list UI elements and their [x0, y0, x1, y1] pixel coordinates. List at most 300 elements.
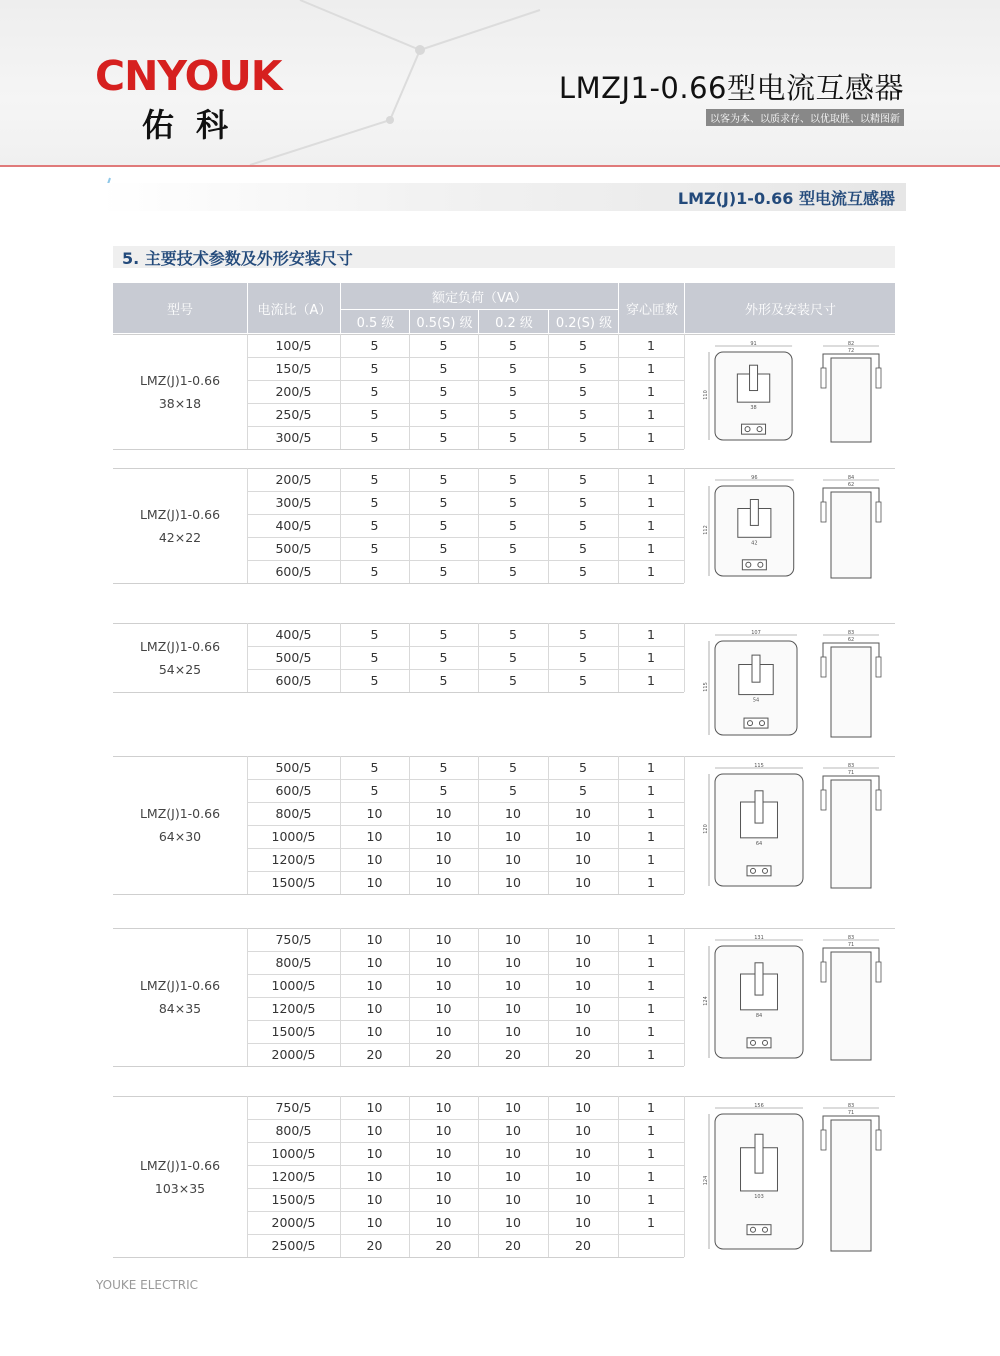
load-0-2s-cell: 10 — [575, 1100, 591, 1115]
load-0-2-cell: 10 — [505, 1215, 521, 1230]
spec-group — [113, 623, 895, 743]
busbar-clamp — [750, 365, 758, 390]
load-0-2s-cell: 5 — [579, 760, 587, 775]
dimension-drawing — [703, 934, 903, 1066]
brand-logo-cn: 佑科 — [142, 106, 251, 144]
load-0-5-cell: 10 — [366, 1215, 383, 1230]
ratio-cell: 750/5 — [275, 1100, 312, 1115]
load-0-5-cell: 5 — [370, 673, 379, 688]
group-bottom-rule — [113, 692, 684, 693]
load-0-2s-cell: 10 — [575, 1123, 591, 1138]
dim-label-width: 115 — [754, 763, 764, 769]
turns-cell: 1 — [647, 1123, 655, 1138]
dimension-drawing — [703, 762, 903, 894]
dim-label-window: 42 — [751, 540, 758, 547]
load-0-5s-cell: 10 — [435, 1169, 452, 1184]
turns-cell: 1 — [647, 806, 655, 821]
load-0-5-cell: 5 — [370, 472, 379, 487]
ratio-cell: 150/5 — [275, 361, 312, 376]
load-0-5-cell: 5 — [370, 564, 379, 579]
dim-label-side-inner: 62 — [847, 637, 855, 643]
column-divider — [684, 334, 685, 449]
ratio-cell: 400/5 — [275, 627, 312, 642]
turns-cell: 1 — [647, 1215, 655, 1230]
side-bolt-right — [876, 368, 881, 388]
side-bolt-right — [876, 1130, 881, 1150]
load-0-2s-cell: 5 — [579, 361, 587, 376]
load-0-5-cell: 10 — [366, 1100, 383, 1115]
load-0-2-cell: 5 — [509, 361, 517, 376]
load-0-2s-cell: 5 — [579, 472, 587, 487]
side-bolt-left — [821, 1130, 826, 1150]
model-cell — [113, 974, 247, 1020]
load-0-5-cell: 10 — [366, 829, 383, 844]
load-0-5-cell: 20 — [366, 1047, 383, 1062]
load-0-5s-cell: 5 — [439, 541, 448, 556]
column-divider — [684, 756, 685, 894]
turns-cell: 1 — [647, 875, 655, 890]
dim-label-width: 156 — [754, 1103, 764, 1109]
ratio-cell: 250/5 — [275, 407, 312, 422]
dimension-drawing — [703, 474, 903, 584]
load-0-2-cell: 5 — [509, 564, 517, 579]
turns-cell: 1 — [647, 852, 655, 867]
load-0-2s-cell: 5 — [579, 384, 587, 399]
dim-label-side: 84 — [847, 475, 855, 481]
load-0-5-cell: 10 — [366, 1001, 383, 1016]
load-0-2s-cell: 10 — [575, 852, 591, 867]
load-0-2-cell: 5 — [509, 650, 517, 665]
load-0-2-cell: 5 — [509, 673, 517, 688]
group-bottom-rule — [113, 449, 684, 450]
ratio-cell: 800/5 — [275, 1123, 312, 1138]
busbar-clamp — [750, 500, 758, 526]
load-0-5s-cell: 5 — [439, 650, 448, 665]
model-size: 38×18 — [158, 395, 202, 411]
dim-label-window: 103 — [754, 1193, 764, 1200]
dim-label-side-inner: 71 — [847, 770, 855, 776]
load-0-2s-cell: 10 — [575, 1024, 591, 1039]
model-size: 54×25 — [158, 661, 202, 677]
load-0-2s-cell: 5 — [579, 495, 587, 510]
load-0-5s-cell: 10 — [435, 1024, 452, 1039]
model-cell — [113, 1154, 247, 1200]
load-0-2s-cell: 5 — [579, 627, 587, 642]
turns-cell: 1 — [647, 495, 655, 510]
header-class-0-2: 0.2 级 — [478, 310, 549, 333]
side-bolt-left — [821, 962, 826, 982]
load-0-5-cell: 10 — [366, 955, 383, 970]
ratio-cell: 500/5 — [275, 650, 312, 665]
load-0-2s-cell: 10 — [575, 1169, 591, 1184]
busbar-clamp — [755, 1134, 763, 1173]
side-view-body — [831, 952, 871, 1060]
load-0-5-cell: 10 — [366, 875, 383, 890]
dim-label-side-inner: 72 — [847, 348, 855, 354]
load-0-2-cell: 10 — [505, 1169, 521, 1184]
load-0-2s-cell: 5 — [579, 338, 587, 353]
header-rated-load: 额定负荷（VA） — [340, 283, 618, 310]
load-0-2-cell: 5 — [509, 783, 517, 798]
load-0-5-cell: 5 — [370, 384, 379, 399]
load-0-2-cell: 10 — [505, 932, 521, 947]
load-0-5s-cell: 5 — [439, 495, 448, 510]
dim-label-window: 38 — [750, 405, 757, 412]
load-0-2s-cell: 10 — [575, 1192, 591, 1207]
load-0-2s-cell: 10 — [575, 1215, 591, 1230]
load-0-5s-cell: 10 — [435, 806, 452, 821]
turns-cell: 1 — [647, 361, 655, 376]
side-bolt-left — [821, 657, 826, 677]
ratio-cell: 500/5 — [275, 541, 312, 556]
load-0-5s-cell: 10 — [435, 875, 452, 890]
side-view-body — [831, 1120, 871, 1251]
turns-cell — [618, 1235, 684, 1257]
spec-group — [113, 334, 895, 448]
load-0-5s-cell: 5 — [439, 384, 448, 399]
side-view-body — [831, 492, 871, 578]
turns-cell: 1 — [647, 650, 655, 665]
load-0-5-cell: 5 — [370, 361, 379, 376]
page-header — [0, 0, 1000, 165]
load-0-5s-cell: 10 — [435, 932, 452, 947]
ratio-cell: 750/5 — [275, 932, 312, 947]
ratio-cell: 500/5 — [275, 760, 312, 775]
turns-cell: 1 — [647, 978, 655, 993]
model-name: LMZ(J)1-0.66 — [139, 638, 221, 654]
side-view-body — [831, 358, 871, 442]
header-class-0-5: 0.5 级 — [340, 310, 410, 333]
load-0-2s-cell: 5 — [579, 407, 587, 422]
load-0-2s-cell: 10 — [575, 875, 591, 890]
load-0-5-cell: 5 — [370, 518, 379, 533]
load-0-2s-cell: 20 — [575, 1238, 591, 1253]
ratio-cell: 300/5 — [275, 495, 312, 510]
load-0-2-cell: 5 — [509, 627, 517, 642]
turns-cell: 1 — [647, 955, 655, 970]
turns-cell: 1 — [647, 384, 655, 399]
turns-cell: 1 — [647, 1192, 655, 1207]
column-divider — [684, 1096, 685, 1257]
header-model: 型号 — [166, 302, 193, 318]
model-size: 64×30 — [158, 829, 202, 844]
load-0-5s-cell: 10 — [435, 978, 452, 993]
ratio-cell: 800/5 — [275, 955, 312, 970]
section-title: 5. 主要技术参数及外形安装尺寸 — [122, 249, 353, 268]
load-0-5-cell: 5 — [370, 783, 379, 798]
model-name: LMZ(J)1-0.66 — [139, 806, 221, 821]
side-view-body — [831, 647, 871, 737]
load-0-5-cell: 10 — [366, 1123, 383, 1138]
load-0-5-cell: 20 — [366, 1238, 383, 1253]
side-bolt-right — [876, 790, 881, 810]
dim-label-side: 83 — [847, 935, 855, 941]
load-0-2-cell: 10 — [505, 1146, 521, 1161]
load-0-5s-cell: 5 — [439, 472, 448, 487]
load-0-2-cell: 5 — [509, 338, 517, 353]
load-0-5s-cell: 10 — [435, 1146, 452, 1161]
group-bottom-rule — [113, 1257, 684, 1258]
turns-cell: 1 — [647, 783, 655, 798]
dim-label-side: 83 — [847, 630, 855, 636]
load-0-2-cell: 10 — [505, 852, 521, 867]
load-0-2-cell: 10 — [505, 829, 521, 844]
group-bottom-rule — [113, 894, 684, 895]
header-divider — [0, 165, 1000, 167]
model-cell — [113, 635, 247, 681]
load-0-2s-cell: 10 — [575, 1146, 591, 1161]
load-0-5-cell: 10 — [366, 1169, 383, 1184]
load-0-2-cell: 10 — [505, 978, 521, 993]
ratio-cell: 200/5 — [275, 472, 312, 487]
turns-cell: 1 — [647, 1001, 655, 1016]
ratio-cell: 800/5 — [275, 806, 312, 821]
group-bottom-rule — [113, 583, 684, 584]
ratio-cell: 1200/5 — [271, 852, 316, 867]
document-title: LMZJ1-0.66型电流互感器 — [558, 71, 904, 105]
load-0-5s-cell: 10 — [435, 1123, 452, 1138]
turns-cell: 1 — [647, 338, 655, 353]
ratio-cell: 1000/5 — [271, 1146, 316, 1161]
load-0-2-cell: 5 — [509, 430, 517, 445]
load-0-5-cell: 5 — [370, 430, 379, 445]
turns-cell: 1 — [647, 564, 655, 579]
load-0-5s-cell: 10 — [435, 1215, 452, 1230]
side-bolt-left — [821, 368, 826, 388]
slogan-badge: 以客为本、以质求存、以优取胜、以精图新 — [706, 109, 904, 126]
load-0-5-cell: 10 — [366, 932, 383, 947]
brand-logo-en: CNYOUK — [95, 52, 282, 100]
side-bolt-right — [876, 502, 881, 522]
load-0-2s-cell: 5 — [579, 650, 587, 665]
dim-label-height: 115 — [703, 682, 709, 692]
turns-cell: 1 — [647, 1024, 655, 1039]
dimension-drawing — [703, 629, 903, 743]
load-0-2s-cell: 10 — [575, 806, 591, 821]
dim-label-window: 84 — [755, 1012, 763, 1019]
model-size: 84×35 — [158, 1001, 202, 1016]
ratio-cell: 2500/5 — [271, 1238, 316, 1253]
dim-label-height: 124 — [703, 1175, 709, 1186]
load-0-5-cell: 5 — [370, 407, 379, 422]
load-0-5s-cell: 5 — [439, 783, 448, 798]
load-0-2s-cell: 5 — [579, 518, 587, 533]
side-bolt-left — [821, 790, 826, 810]
ratio-cell: 1200/5 — [271, 1001, 316, 1016]
load-0-2s-cell: 5 — [579, 783, 587, 798]
model-size: 103×35 — [154, 1180, 206, 1196]
dim-label-side: 83 — [847, 1103, 855, 1109]
dimension-drawing — [703, 1102, 903, 1257]
dim-label-height: 112 — [703, 525, 709, 535]
load-0-2s-cell: 10 — [575, 1001, 591, 1016]
header-dimensions: 外形及安装尺寸 — [684, 283, 896, 333]
load-0-5-cell: 10 — [366, 1146, 383, 1161]
turns-cell: 1 — [647, 673, 655, 688]
load-0-5s-cell: 20 — [435, 1238, 452, 1253]
spec-group — [113, 468, 895, 584]
footer-brand: YOUKE ELECTRIC — [96, 1278, 198, 1292]
turns-cell: 1 — [647, 760, 655, 775]
load-0-5s-cell: 10 — [435, 829, 452, 844]
busbar-clamp — [752, 655, 760, 682]
side-bolt-left — [821, 502, 826, 522]
ratio-cell: 2000/5 — [271, 1215, 316, 1230]
load-0-2-cell: 5 — [509, 495, 517, 510]
turns-cell: 1 — [647, 541, 655, 556]
side-bolt-right — [876, 962, 881, 982]
model-name: LMZ(J)1-0.66 — [139, 372, 221, 388]
load-0-5-cell: 5 — [370, 495, 379, 510]
side-bolt-right — [876, 657, 881, 677]
load-0-2s-cell: 20 — [575, 1047, 591, 1062]
load-0-2s-cell: 5 — [579, 541, 587, 556]
load-0-5s-cell: 5 — [439, 407, 448, 422]
model-cell — [113, 503, 247, 549]
table-header — [113, 283, 895, 333]
model-cell — [113, 369, 247, 415]
header-turns: 穿心匝数 — [618, 283, 685, 333]
turns-cell: 1 — [647, 1169, 655, 1184]
ratio-cell: 1000/5 — [271, 978, 316, 993]
busbar-clamp — [755, 963, 763, 995]
dim-label-width: 107 — [751, 630, 761, 636]
load-0-5s-cell: 10 — [435, 955, 452, 970]
load-0-5-cell: 10 — [366, 1024, 383, 1039]
load-0-5-cell: 5 — [370, 650, 379, 665]
ratio-cell: 400/5 — [275, 518, 312, 533]
turns-cell: 1 — [647, 627, 655, 642]
dim-label-side: 83 — [847, 763, 855, 769]
load-0-2s-cell: 5 — [579, 564, 587, 579]
spec-group — [113, 1096, 895, 1257]
load-0-2-cell: 10 — [505, 1192, 521, 1207]
load-0-2s-cell: 5 — [579, 430, 587, 445]
load-0-5s-cell: 5 — [439, 361, 448, 376]
model-cell — [113, 802, 247, 848]
model-size: 42×22 — [158, 529, 202, 545]
dim-label-width: 131 — [754, 935, 764, 941]
load-0-5s-cell: 10 — [435, 1192, 452, 1207]
load-0-2s-cell: 10 — [575, 829, 591, 844]
ratio-cell: 200/5 — [275, 384, 312, 399]
load-0-2-cell: 10 — [505, 1024, 521, 1039]
model-name: LMZ(J)1-0.66 — [139, 506, 221, 522]
load-0-5s-cell: 5 — [439, 673, 448, 688]
load-0-5-cell: 10 — [366, 806, 383, 821]
model-name: LMZ(J)1-0.66 — [139, 978, 221, 993]
load-0-2-cell: 10 — [505, 1123, 521, 1138]
ratio-cell: 100/5 — [275, 338, 312, 353]
dimension-drawing — [703, 340, 903, 448]
load-0-5-cell: 5 — [370, 338, 379, 353]
ratio-cell: 1500/5 — [271, 1192, 316, 1207]
model-name: LMZ(J)1-0.66 — [139, 1157, 221, 1173]
load-0-2-cell: 20 — [505, 1238, 521, 1253]
ratio-cell: 600/5 — [275, 564, 312, 579]
product-subtitle: LMZ(J)1-0.66 型电流互感器 — [677, 189, 895, 208]
column-divider — [684, 623, 685, 692]
load-0-5s-cell: 10 — [435, 852, 452, 867]
turns-cell: 1 — [647, 1100, 655, 1115]
ratio-cell: 1000/5 — [271, 829, 316, 844]
load-0-5-cell: 10 — [366, 978, 383, 993]
load-0-2-cell: 10 — [505, 1001, 521, 1016]
dim-label-window: 54 — [752, 697, 760, 704]
load-0-5s-cell: 5 — [439, 627, 448, 642]
turns-cell: 1 — [647, 1146, 655, 1161]
load-0-5s-cell: 5 — [439, 430, 448, 445]
load-0-2-cell: 10 — [505, 1100, 521, 1115]
dim-label-window: 64 — [755, 840, 763, 847]
turns-cell: 1 — [647, 932, 655, 947]
load-0-5-cell: 10 — [366, 1192, 383, 1207]
load-0-5-cell: 5 — [370, 541, 379, 556]
load-0-2-cell: 5 — [509, 472, 517, 487]
turns-cell: 1 — [647, 829, 655, 844]
dim-label-height: 120 — [703, 824, 709, 834]
side-view-body — [831, 780, 871, 888]
dim-label-side-inner: 62 — [847, 482, 855, 488]
load-0-2s-cell: 5 — [579, 673, 587, 688]
ratio-cell: 1500/5 — [271, 875, 316, 890]
load-0-5s-cell: 5 — [439, 338, 448, 353]
load-0-5-cell: 5 — [370, 627, 379, 642]
load-0-2-cell: 5 — [509, 384, 517, 399]
busbar-clamp — [755, 791, 763, 823]
dim-label-side-inner: 71 — [847, 1110, 855, 1116]
ratio-cell: 2000/5 — [271, 1047, 316, 1062]
load-0-2s-cell: 10 — [575, 932, 591, 947]
header-class-0-2s: 0.2(S) 级 — [548, 310, 619, 333]
load-0-5s-cell: 10 — [435, 1001, 452, 1016]
header-class-0-5s: 0.5(S) 级 — [409, 310, 479, 333]
turns-cell: 1 — [647, 472, 655, 487]
group-bottom-rule — [113, 1066, 684, 1067]
ratio-cell: 1200/5 — [271, 1169, 316, 1184]
dim-label-side-inner: 71 — [847, 942, 855, 948]
load-0-5s-cell: 5 — [439, 760, 448, 775]
column-divider — [684, 928, 685, 1066]
ratio-cell: 600/5 — [275, 783, 312, 798]
dim-label-width: 96 — [751, 475, 758, 481]
ratio-cell: 600/5 — [275, 673, 312, 688]
load-0-2-cell: 5 — [509, 518, 517, 533]
load-0-2-cell: 5 — [509, 407, 517, 422]
dim-label-side: 82 — [847, 341, 855, 347]
dim-label-height: 124 — [703, 996, 709, 1006]
load-0-5-cell: 5 — [370, 760, 379, 775]
load-0-2s-cell: 10 — [575, 978, 591, 993]
turns-cell: 1 — [647, 518, 655, 533]
ratio-cell: 300/5 — [275, 430, 312, 445]
load-0-2-cell: 10 — [505, 806, 521, 821]
turns-cell: 1 — [647, 407, 655, 422]
load-0-2-cell: 5 — [509, 760, 517, 775]
load-0-5s-cell: 5 — [439, 564, 448, 579]
dim-label-width: 91 — [750, 341, 757, 347]
load-0-5s-cell: 5 — [439, 518, 448, 533]
turns-cell: 1 — [647, 430, 655, 445]
header-ratio: 电流比（A） — [247, 283, 341, 333]
dim-label-height: 110 — [703, 390, 709, 400]
load-0-2-cell: 20 — [505, 1047, 521, 1062]
column-divider — [684, 468, 685, 583]
load-0-5-cell: 10 — [366, 852, 383, 867]
ratio-cell: 1500/5 — [271, 1024, 316, 1039]
spec-group — [113, 756, 895, 894]
spec-group — [113, 928, 895, 1066]
